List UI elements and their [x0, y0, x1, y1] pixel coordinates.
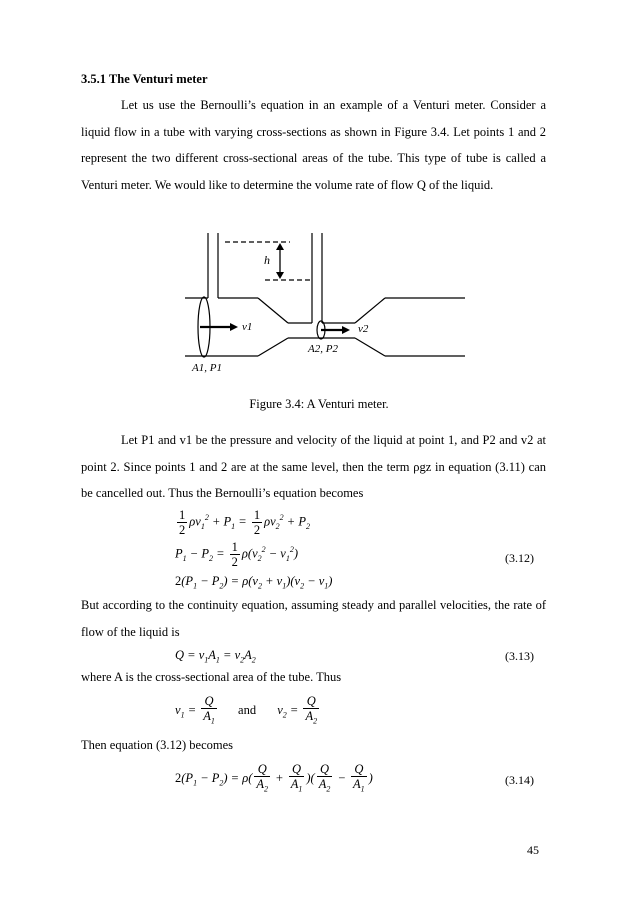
label-v1: v1: [242, 321, 253, 333]
equation-pressure-difference: $P_1 - P_2$ = $\frac{1}{2}$ $\rho(v_2^2 - v_1^2)$: [175, 540, 299, 569]
then-text: Then equation (3.12) becomes: [81, 738, 234, 752]
paragraph-intro-text: Let us use the Bernoulli’s equation in an example of a Venturi meter. Consider a liquid flow in a tube with varying cross-sections as shown in Figure 3.4. Let points 1 and 2 represent the two different cross-sectional areas of the tube. This type of tube is called a Venturi meter. We would like to determine the volume rate of flow Q of the liquid.: [81, 98, 546, 192]
equation-velocities: $v_1$ = $\frac{Q}{A_1}$ and $v_2$ = $\frac{Q}{A_2}$: [175, 694, 318, 726]
equation-bernoulli: $\frac{1}{2}$ $\rho v_1^2 + P_1$ = $\frac{1}{2}$ $\rho v_2^2 + P_2$: [179, 508, 310, 537]
equation-number-3-14: (3.14): [505, 773, 534, 787]
paragraph-bernoulli-text: Let P1 and v1 be the pressure and velocity of the liquid at point 1, and P2 and v2 at point 2. Since points 1 and 2 are at the same level, then the term ρgz in equation (3.11) can be cancelled out. Thus the Bernoulli’s equation becomes: [81, 433, 546, 500]
label-a2-p2: A2, P2: [308, 343, 338, 355]
venturi-figure: [180, 228, 470, 383]
section-heading: 3.5.1 The Venturi meter: [81, 72, 208, 86]
page-number: 45: [527, 843, 539, 857]
label-a1-p1: A1, P1: [192, 362, 222, 374]
label-v2: v2: [358, 323, 369, 335]
equation-continuity: $Q = v_1A_1 = v_2A_2$: [175, 648, 256, 665]
equation-number-3-13: (3.13): [505, 649, 534, 663]
figure-caption: Figure 3.4: A Venturi meter.: [249, 397, 389, 411]
equation-number-3-12: (3.12): [505, 551, 534, 565]
equation-final: $2(P_1 - P_2) = \rho$( $\frac{Q}{A_2}$ + $\frac{Q}{A_1}$ )( $\frac{Q}{A_2}$ − $\frac{Q}{A_1}$ ): [175, 762, 373, 794]
and-text: and: [238, 703, 257, 718]
label-h: h: [264, 253, 270, 267]
venturi-diagram: [180, 228, 470, 378]
paragraph-intro: [81, 92, 546, 198]
paragraph-bernoulli: [81, 427, 546, 507]
where-text: where A is the cross-sectional area of the tube. Thus: [81, 670, 342, 684]
equation-factored: $2(P_1 - P_2) = \rho(v_2 + v_1)(v_2 - v_1)$: [175, 574, 333, 591]
paragraph-continuity: But according to the continuity equation, assuming steady and parallel velocities, the rate of flow of the liquid is: [81, 598, 546, 639]
